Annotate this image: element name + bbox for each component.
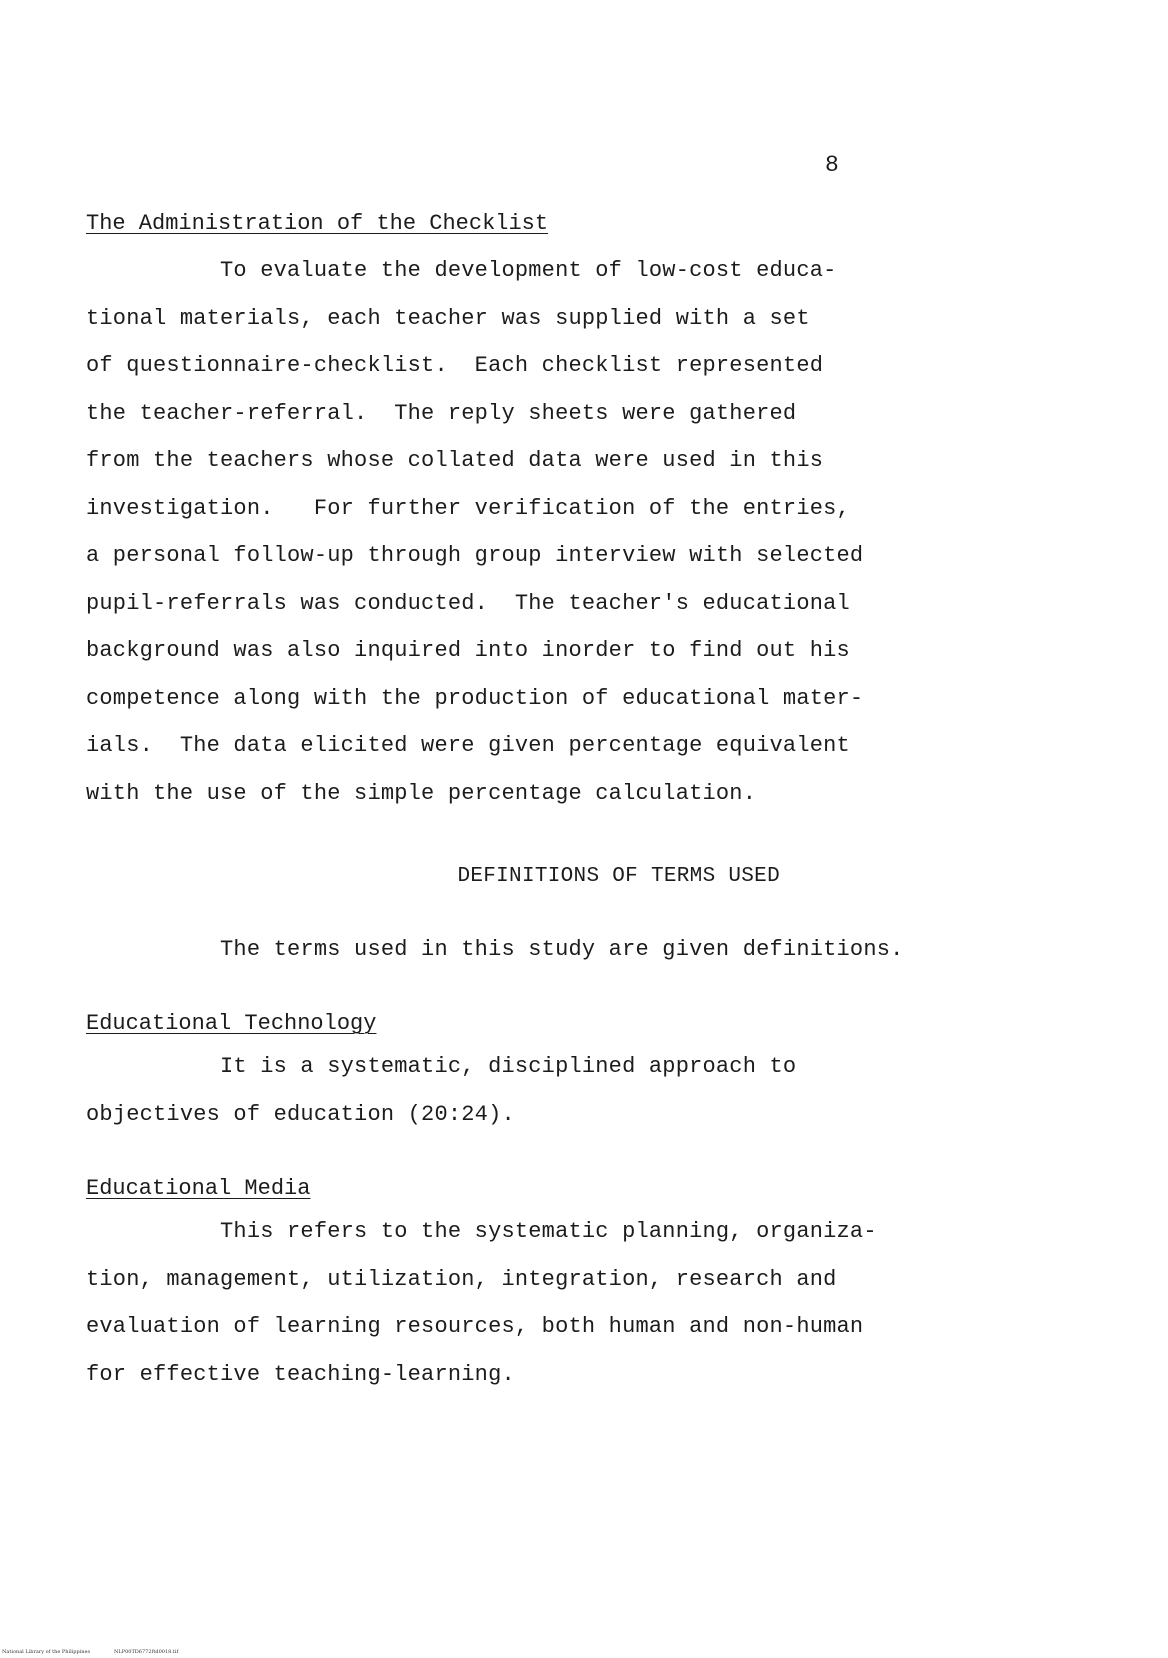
edmedia-paragraph	[86, 1208, 926, 1398]
footer-library: National Library of the Philippines	[2, 1649, 91, 1655]
paragraph-line: the teacher-referral. The reply sheets were gathered	[86, 400, 797, 426]
page-number: 8	[825, 152, 839, 178]
admin-paragraph	[86, 247, 926, 817]
edtech-heading: Educational Technology	[86, 1011, 377, 1036]
paragraph-line: The terms used in this study are given definitions.	[86, 937, 904, 962]
paragraph-line: from the teachers whose collated data were used in this	[86, 448, 824, 473]
paragraph-line: for effective teaching-learning.	[86, 1361, 515, 1387]
paragraph-line: To evaluate the development of low-cost educa-	[86, 258, 837, 283]
definitions-heading: DEFINITIONS OF TERMS USED	[457, 865, 780, 888]
paragraph-line: competence along with the production of educational mater-	[86, 685, 864, 711]
edmedia-heading: Educational Media	[86, 1176, 311, 1201]
footer-filename: NLP00TD6772ftd0018.tif	[114, 1649, 179, 1655]
scan-footer	[2, 1648, 202, 1656]
definitions-intro	[86, 926, 926, 974]
admin-heading: The Administration of the Checklist	[86, 211, 549, 236]
paragraph-line: of questionnaire-checklist. Each checklist represented	[86, 353, 824, 378]
paragraph-line: ials. The data elicited were given percentage equivalent	[86, 733, 850, 758]
paragraph-line: tional materials, each teacher was supplied with a set	[86, 305, 810, 331]
paragraph-line: background was also inquired into inorder to find out his	[86, 638, 850, 663]
paragraph-line: It is a systematic, disciplined approach to	[86, 1054, 797, 1079]
paragraph-line: evaluation of learning resources, both human and non-human	[86, 1314, 864, 1339]
paragraph-line: This refers to the systematic planning, organiza-	[86, 1219, 877, 1244]
paragraph-line: objectives of education (20:24).	[86, 1101, 515, 1127]
paragraph-line: tion, management, utilization, integration, research and	[86, 1266, 837, 1292]
paragraph-line: with the use of the simple percentage calculation.	[86, 780, 757, 806]
paragraph-line: investigation. For further verification of the entries,	[86, 495, 850, 521]
paragraph-line: a personal follow-up through group interview with selected	[86, 543, 864, 568]
edtech-paragraph	[86, 1043, 926, 1138]
paragraph-line: pupil-referrals was conducted. The teacher's educational	[86, 590, 850, 616]
